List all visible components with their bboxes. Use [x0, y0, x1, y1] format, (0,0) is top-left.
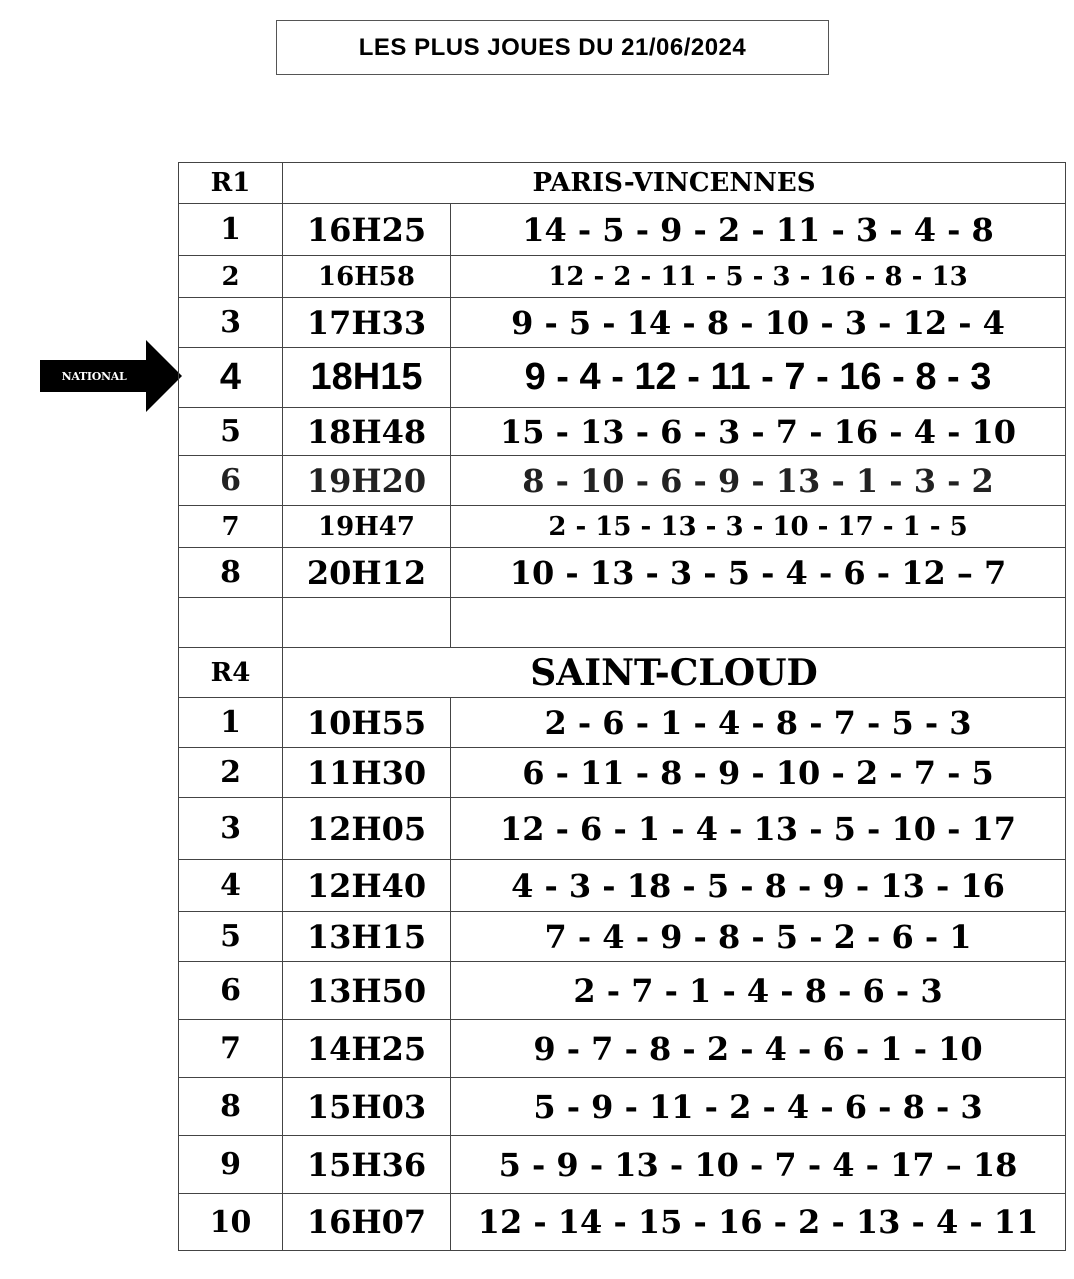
race-selection: 7 - 4 - 9 - 8 - 5 - 2 - 6 - 1 [451, 912, 1066, 962]
table-row [179, 1194, 1066, 1251]
race-selection: 2 - 15 - 13 - 3 - 10 - 17 - 1 - 5 [451, 506, 1066, 548]
table-row [179, 748, 1066, 798]
race-time: 16H07 [283, 1194, 451, 1251]
table-row [179, 256, 1066, 298]
race-time: 14H25 [283, 1020, 451, 1078]
race-selection: 5 - 9 - 11 - 2 - 4 - 6 - 8 - 3 [451, 1078, 1066, 1136]
table-row [179, 408, 1066, 456]
race-number: 4 [179, 348, 283, 408]
venue-name: PARIS-VINCENNES [283, 163, 1066, 204]
race-selection: 14 - 5 - 9 - 2 - 11 - 3 - 4 - 8 [451, 204, 1066, 256]
table-row [179, 1078, 1066, 1136]
race-number: 1 [179, 698, 283, 748]
table-row [179, 1136, 1066, 1194]
race-number: 3 [179, 298, 283, 348]
race-time: 11H30 [283, 748, 451, 798]
table-row [179, 912, 1066, 962]
race-number: 9 [179, 1136, 283, 1194]
race-time: 18H48 [283, 408, 451, 456]
section-header-row [179, 163, 1066, 204]
table-row [179, 698, 1066, 748]
race-time: 15H03 [283, 1078, 451, 1136]
table-row [179, 204, 1066, 256]
race-number: 3 [179, 798, 283, 860]
race-time: 12H40 [283, 860, 451, 912]
race-time: 18H15 [283, 348, 451, 408]
table-row [179, 298, 1066, 348]
race-number: 8 [179, 548, 283, 598]
results-table [178, 162, 1066, 1251]
section-code: R1 [179, 163, 283, 204]
arrow-label: NATIONAL [61, 369, 127, 383]
race-time: 16H58 [283, 256, 451, 298]
empty-row [179, 598, 1066, 648]
race-number: 6 [179, 456, 283, 506]
section-header-row [179, 648, 1066, 698]
table-row [179, 860, 1066, 912]
race-time: 13H15 [283, 912, 451, 962]
race-selection: 6 - 11 - 8 - 9 - 10 - 2 - 7 - 5 [451, 748, 1066, 798]
race-selection: 9 - 5 - 14 - 8 - 10 - 3 - 12 - 4 [451, 298, 1066, 348]
page-title: LES PLUS JOUES DU 21/06/2024 [276, 20, 829, 75]
race-time: 13H50 [283, 962, 451, 1020]
race-selection: 5 - 9 - 13 - 10 - 7 - 4 - 17 – 18 [451, 1136, 1066, 1194]
race-number: 6 [179, 962, 283, 1020]
race-time: 12H05 [283, 798, 451, 860]
race-number: 5 [179, 912, 283, 962]
race-time: 16H25 [283, 204, 451, 256]
table-row-highlighted [179, 348, 1066, 408]
race-number: 2 [179, 748, 283, 798]
race-selection: 2 - 6 - 1 - 4 - 8 - 7 - 5 - 3 [451, 698, 1066, 748]
race-selection: 8 - 10 - 6 - 9 - 13 - 1 - 3 - 2 [451, 456, 1066, 506]
race-selection: 12 - 6 - 1 - 4 - 13 - 5 - 10 - 17 [451, 798, 1066, 860]
race-number: 2 [179, 256, 283, 298]
race-time: 10H55 [283, 698, 451, 748]
race-number: 7 [179, 506, 283, 548]
race-time: 15H36 [283, 1136, 451, 1194]
race-time: 19H47 [283, 506, 451, 548]
race-number: 1 [179, 204, 283, 256]
race-time: 17H33 [283, 298, 451, 348]
race-number: 8 [179, 1078, 283, 1136]
race-selection: 10 - 13 - 3 - 5 - 4 - 6 - 12 – 7 [451, 548, 1066, 598]
race-selection: 2 - 7 - 1 - 4 - 8 - 6 - 3 [451, 962, 1066, 1020]
race-number: 7 [179, 1020, 283, 1078]
venue-name: SAINT-CLOUD [283, 648, 1066, 698]
race-selection: 4 - 3 - 18 - 5 - 8 - 9 - 13 - 16 [451, 860, 1066, 912]
race-number: 4 [179, 860, 283, 912]
race-selection: 9 - 4 - 12 - 11 - 7 - 16 - 8 - 3 [451, 348, 1066, 408]
race-time: 19H20 [283, 456, 451, 506]
section-code: R4 [179, 648, 283, 698]
race-number: 10 [179, 1194, 283, 1251]
table-row [179, 506, 1066, 548]
race-number: 5 [179, 408, 283, 456]
arrow-right-icon [40, 340, 180, 412]
race-selection: 12 - 2 - 11 - 5 - 3 - 16 - 8 - 13 [451, 256, 1066, 298]
table-row [179, 456, 1066, 506]
table-row [179, 962, 1066, 1020]
table-row [179, 798, 1066, 860]
race-selection: 15 - 13 - 6 - 3 - 7 - 16 - 4 - 10 [451, 408, 1066, 456]
race-selection: 9 - 7 - 8 - 2 - 4 - 6 - 1 - 10 [451, 1020, 1066, 1078]
race-time: 20H12 [283, 548, 451, 598]
table-row [179, 1020, 1066, 1078]
race-selection: 12 - 14 - 15 - 16 - 2 - 13 - 4 - 11 [451, 1194, 1066, 1251]
table-row [179, 548, 1066, 598]
